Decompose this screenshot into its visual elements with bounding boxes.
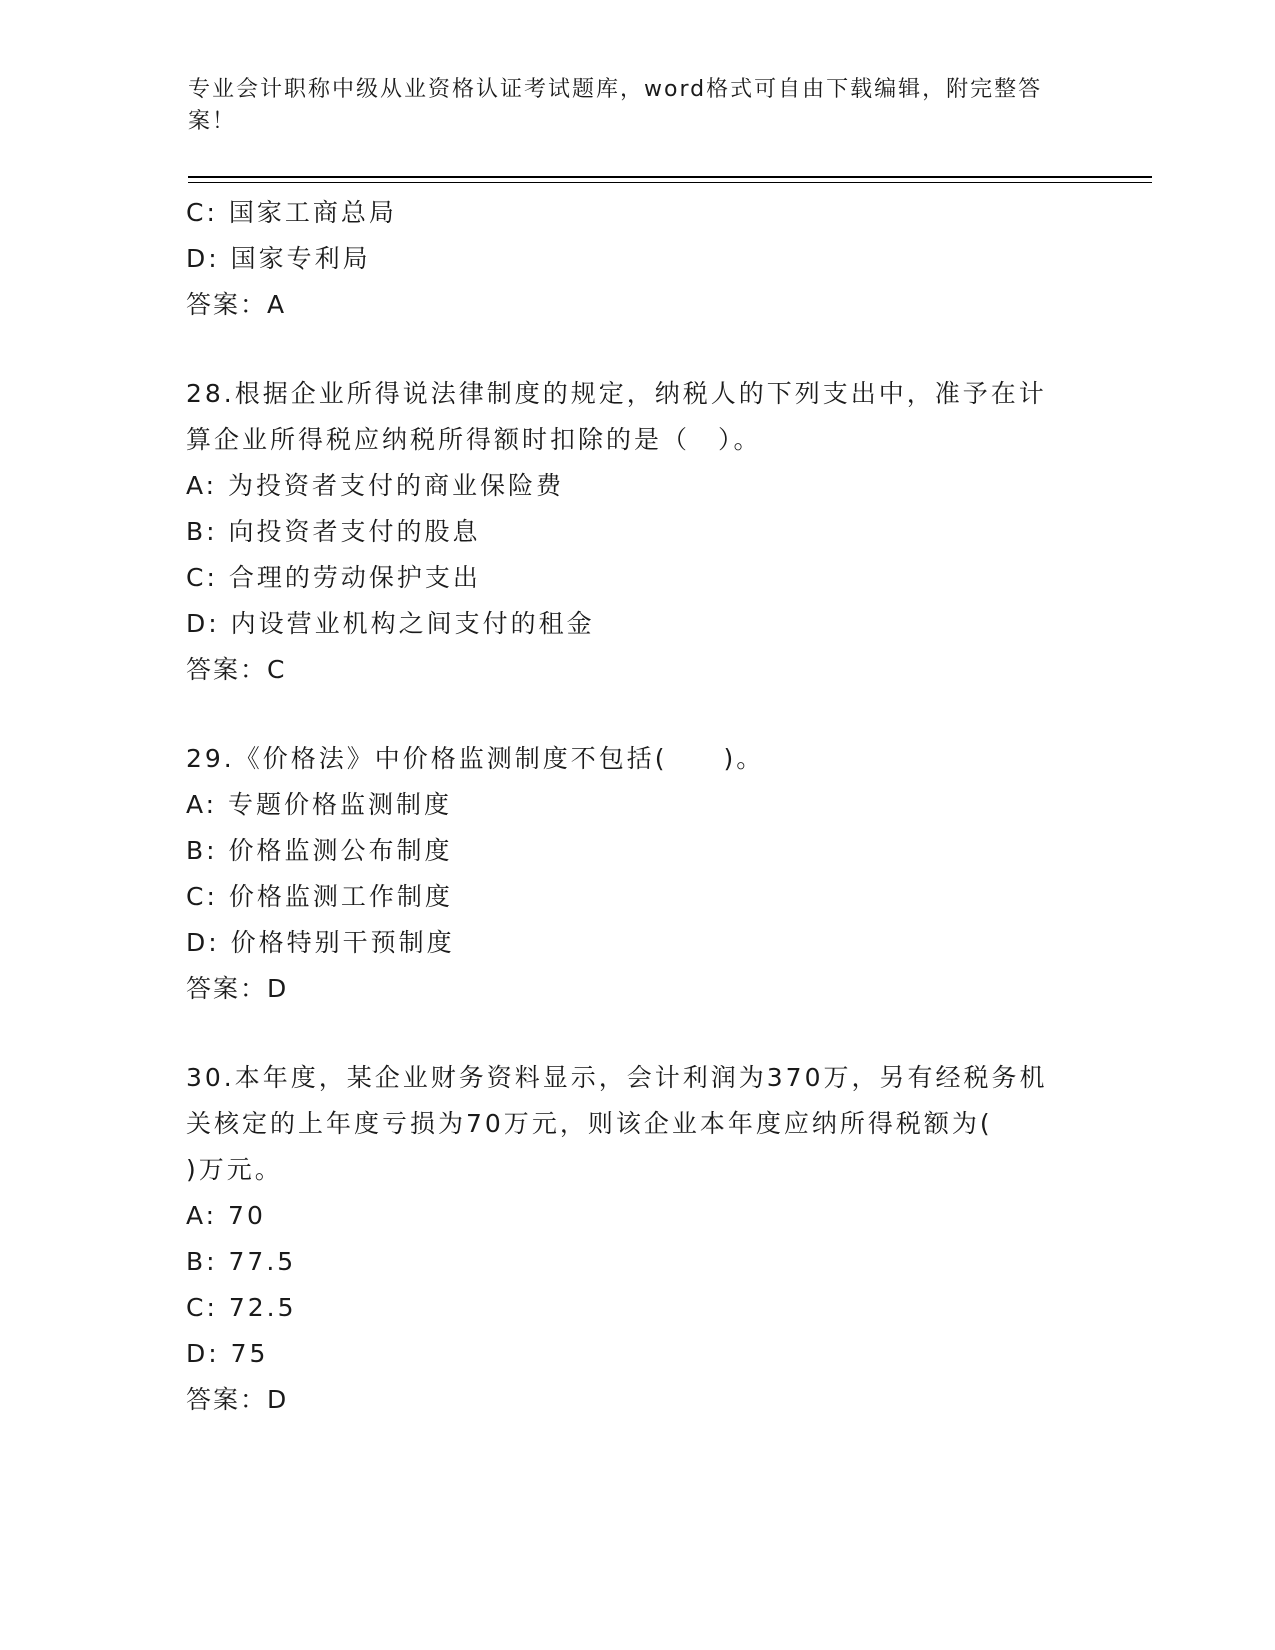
question-text-line: 28.根据企业所得说法律制度的规定，纳税人的下列支出中，准予在计 <box>186 379 1047 408</box>
header-line-2: 案！ <box>188 109 237 134</box>
option-c: C: 72.5 <box>186 1293 297 1322</box>
question-text-line: 30.本年度，某企业财务资料显示，会计利润为370万，另有经税务机 <box>186 1063 1048 1092</box>
option-a: A: 专题价格监测制度 <box>186 790 453 819</box>
spacer <box>186 693 1086 736</box>
question-list <box>186 190 1086 1423</box>
question-text-line: 29.《价格法》中价格监测制度不包括( )。 <box>186 744 765 773</box>
option-c: C: 价格监测工作制度 <box>186 882 453 911</box>
option-d: D: 国家专利局 <box>186 244 371 273</box>
spacer <box>186 328 1086 371</box>
question-30 <box>186 1055 1086 1423</box>
option-a: A: 为投资者支付的商业保险费 <box>186 471 565 500</box>
spacer <box>186 1012 1086 1055</box>
answer: 答案：D <box>186 974 289 1003</box>
answer: 答案：D <box>186 1385 289 1414</box>
question-28 <box>186 371 1086 693</box>
question-text-line: 算企业所得税应纳税所得额时扣除的是（ ）。 <box>186 425 762 454</box>
option-b: B: 77.5 <box>186 1247 297 1276</box>
option-a: A: 70 <box>186 1201 266 1230</box>
answer: 答案：C <box>186 655 287 684</box>
option-b: B: 向投资者支付的股息 <box>186 517 481 546</box>
option-d: D: 价格特别干预制度 <box>186 928 455 957</box>
option-c: C: 合理的劳动保护支出 <box>186 563 481 592</box>
header-divider-thin <box>188 182 1152 183</box>
question-text-line: )万元。 <box>186 1155 283 1184</box>
page-header <box>188 74 1068 138</box>
option-d: D: 75 <box>186 1339 269 1368</box>
header-line-1: 专业会计职称中级从业资格认证考试题库，word格式可自由下载编辑，附完整答 <box>188 77 1043 102</box>
option-c: C: 国家工商总局 <box>186 198 397 227</box>
question-text-line: 关核定的上年度亏损为70万元，则该企业本年度应纳所得税额为( <box>186 1109 993 1138</box>
option-b: B: 价格监测公布制度 <box>186 836 453 865</box>
header-divider-thick <box>188 176 1152 178</box>
answer: 答案：A <box>186 290 287 319</box>
option-d: D: 内设营业机构之间支付的租金 <box>186 609 595 638</box>
question-29 <box>186 736 1086 1012</box>
question-27-tail <box>186 190 1086 328</box>
